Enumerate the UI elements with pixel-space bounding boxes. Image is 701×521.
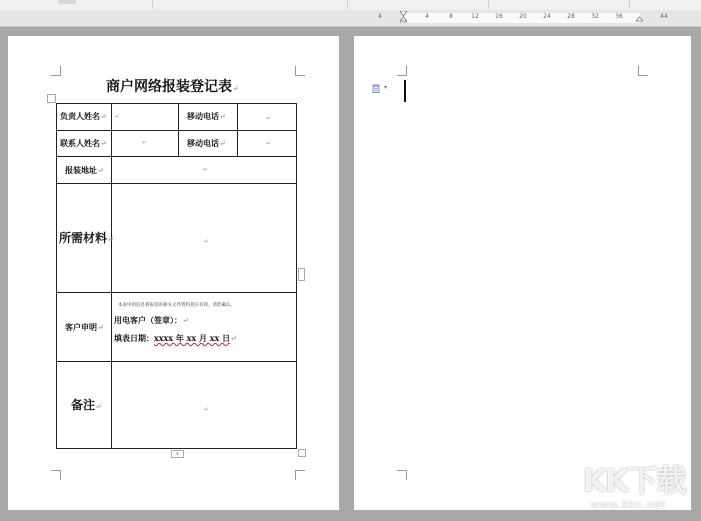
margin-corner-mark: [295, 66, 305, 76]
owner-name-label: [60, 111, 107, 122]
fill-date-line[interactable]: [114, 333, 237, 344]
ruler-number: 4: [378, 13, 382, 20]
ruler-number: 28: [567, 13, 575, 20]
table-border: [56, 103, 57, 449]
document-title-text: 商户网络报装登记表: [106, 79, 232, 95]
paragraph-mark: ↵: [182, 316, 189, 325]
paragraph-mark: ↵: [219, 139, 226, 148]
registration-table[interactable]: [56, 103, 297, 449]
watermark-url: www.kkx.net: [591, 500, 666, 511]
table-border: [56, 448, 297, 449]
contact-name-cell[interactable]: ↵: [142, 139, 148, 146]
ruler-number: 32: [591, 13, 599, 20]
ribbon-separator: [629, 0, 630, 9]
paragraph-mark: ↵: [97, 323, 104, 332]
margin-corner-mark: [51, 66, 61, 76]
owner-name-label-text: 负责人姓名: [60, 111, 100, 121]
paste-options-icon[interactable]: [372, 84, 381, 93]
paragraph-mark: ↵: [230, 334, 237, 343]
owner-name-cell[interactable]: ↵: [115, 113, 121, 120]
watermark: [583, 465, 693, 515]
table-border: [111, 103, 112, 449]
ruler-number: 12: [471, 13, 479, 20]
ruler-number: 4: [425, 13, 429, 20]
ribbon-control[interactable]: [58, 0, 76, 4]
watermark-logo: KK下载: [583, 464, 686, 499]
text-cursor: [404, 80, 406, 102]
table-border: [56, 130, 297, 131]
materials-cell[interactable]: ↵: [204, 238, 210, 245]
remarks-label: [71, 398, 102, 414]
materials-label: [59, 231, 114, 247]
margin-corner-mark: [51, 470, 61, 480]
table-border: [56, 103, 297, 104]
mobile-phone-label: [187, 111, 226, 122]
table-border: [237, 103, 238, 157]
table-resize-handle-icon[interactable]: [298, 449, 306, 457]
margin-corner-mark: [397, 66, 407, 76]
mobile-phone-2-label: [187, 138, 226, 149]
table-border: [296, 103, 297, 449]
ruler-number: 24: [543, 13, 551, 20]
margin-corner-mark: [638, 66, 648, 76]
paragraph-mark: ↵: [95, 402, 102, 411]
document-page-2[interactable]: [354, 36, 691, 510]
document-page-1[interactable]: [8, 36, 339, 510]
margin-corner-mark: [295, 470, 305, 480]
remarks-label-text: 备注: [71, 398, 96, 412]
margin-corner-mark: [397, 470, 407, 480]
ribbon-separator: [488, 0, 489, 9]
table-border: [56, 183, 297, 184]
fill-date-value: xxxx 年 xx 月 xx 日: [154, 333, 231, 343]
paragraph-mark: ↵: [97, 166, 104, 175]
ruler-number: 16: [495, 13, 503, 20]
paragraph-mark: ↵: [100, 139, 107, 148]
ribbon-separator: [347, 0, 348, 9]
declaration-label: [65, 322, 104, 333]
right-indent-marker-icon[interactable]: [636, 11, 643, 23]
address-label: [65, 165, 104, 176]
customer-signature-label: 用电客户（签章）：: [114, 315, 182, 325]
address-cell[interactable]: ↵: [203, 166, 209, 173]
paragraph-mark: ↵: [232, 84, 239, 93]
table-border: [56, 292, 297, 293]
add-column-button[interactable]: [298, 268, 305, 281]
paragraph-mark: ↵: [107, 235, 114, 244]
mobile-phone-label-text: 移动电话: [187, 111, 219, 121]
customer-signature-line[interactable]: [114, 315, 189, 326]
ruler-number: 36: [615, 13, 623, 20]
ribbon-separator: [152, 0, 153, 9]
declaration-text[interactable]: 本表中的信息将报送的相关文件资料真实有效，请您确认。: [118, 303, 235, 308]
ruler-number: 44: [660, 13, 668, 20]
address-label-text: 报装地址: [65, 165, 97, 175]
contact-name-label-text: 联系人姓名: [60, 138, 100, 148]
table-border: [56, 156, 297, 157]
paragraph-mark: ↵: [100, 112, 107, 121]
ruler-number: 20: [519, 13, 527, 20]
declaration-label-text: 客户申明: [65, 322, 97, 332]
mobile-phone-2-cell[interactable]: ↵: [266, 140, 272, 147]
table-border: [178, 103, 179, 157]
fill-date-label: 填表日期：: [114, 333, 154, 343]
mobile-phone-cell[interactable]: ↵: [266, 115, 272, 122]
add-row-button[interactable]: +: [171, 450, 184, 458]
chevron-down-icon[interactable]: ▾: [384, 84, 388, 91]
table-move-handle-icon[interactable]: [47, 94, 56, 103]
table-border: [56, 361, 297, 362]
paragraph-mark: ↵: [219, 112, 226, 121]
contact-name-label: [60, 138, 107, 149]
indent-marker-icon[interactable]: [400, 11, 407, 23]
document-title[interactable]: [106, 78, 266, 98]
materials-label-text: 所需材料: [59, 231, 108, 245]
ruler-number: 8: [449, 13, 453, 20]
remarks-cell[interactable]: ↵: [204, 406, 210, 413]
mobile-phone-2-label-text: 移动电话: [187, 138, 219, 148]
horizontal-ruler[interactable]: [0, 10, 701, 27]
